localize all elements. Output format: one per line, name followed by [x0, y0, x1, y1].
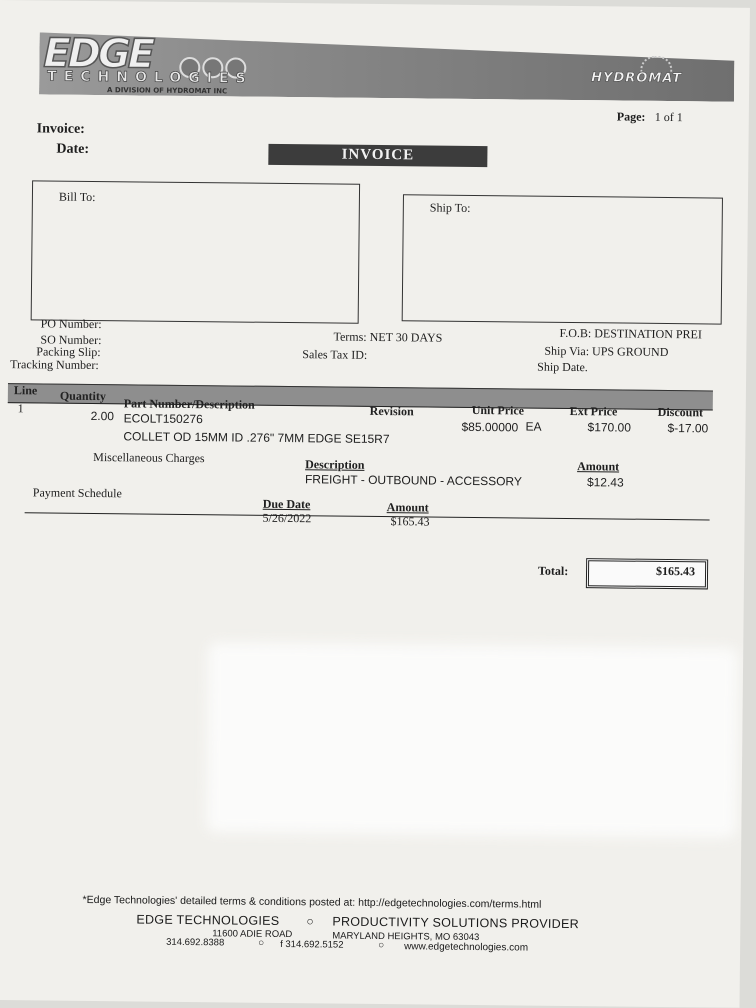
footer-bullet-1: ○	[306, 914, 314, 929]
footer-phone: 314.692.8388	[166, 936, 225, 949]
ship-to-label: Ship To:	[429, 200, 471, 215]
row-discount: $-17.00	[667, 421, 709, 436]
payment-amount-value: $165.43	[390, 514, 430, 529]
footer-website: www.edgetechnologies.com	[404, 941, 529, 954]
row-unit: EA	[525, 419, 542, 434]
misc-amount: $12.43	[586, 475, 624, 490]
col-header-part: Part Number/Description	[123, 396, 255, 412]
misc-description-header: Description	[305, 457, 365, 472]
invoice-title: INVOICE	[268, 144, 487, 167]
logo-subtitle: TECHNOLOGIES	[47, 68, 253, 87]
col-header-discount: Discount	[657, 404, 704, 420]
row-quantity: 2.00	[90, 408, 115, 424]
total-label: Total:	[537, 563, 569, 578]
sales-tax-label: Sales Tax ID:	[302, 347, 368, 362]
col-header-revision: Revision	[369, 403, 414, 419]
footer-fax: f 314.692.5152	[280, 938, 344, 951]
row-description: COLLET OD 15MM ID .276" 7MM EDGE SE15R7	[123, 429, 390, 447]
so-number-label: SO Number:	[40, 332, 102, 348]
terms-note: *Edge Technologies' detailed terms & conditions posted at: http://edgetechnologies.com/terms.html	[82, 893, 542, 911]
terms-label: Terms: NET 30 DAYS	[333, 329, 443, 345]
footer-bullet-2: ○	[258, 937, 265, 949]
logo-division: A DIVISION OF HYDROMAT INC	[107, 86, 228, 96]
tracking-number-label: Tracking Number:	[10, 357, 99, 373]
date-label: Date:	[56, 141, 90, 157]
footer-address-street: 11600 ADIE ROAD	[212, 928, 293, 941]
col-header-quantity: Quantity	[59, 388, 106, 404]
row-unit-price: $85.00000	[461, 419, 519, 435]
footer-tagline: PRODUCTIVITY SOLUTIONS PROVIDER	[332, 914, 580, 932]
row-part-number: ECOLT150276	[123, 411, 203, 427]
bill-to-label: Bill To:	[58, 189, 96, 205]
due-date-value: 5/26/2022	[262, 510, 312, 526]
logo-brand: EDGE	[43, 30, 153, 78]
footer-address-city: MARYLAND HEIGHTS, MO 63043	[332, 930, 480, 944]
due-date-header: Due Date	[262, 496, 311, 512]
footer-bullet-3: ○	[378, 940, 385, 952]
misc-amount-header: Amount	[577, 459, 620, 474]
ship-via-label: Ship Via: UPS GROUND	[544, 343, 669, 360]
col-header-ext-price: Ext Price	[569, 403, 618, 419]
partner-logo: HYDROMAT	[591, 70, 683, 87]
ship-date-label: Ship Date.	[537, 359, 588, 375]
section-divider	[25, 512, 710, 520]
misc-description: FREIGHT - OUTBOUND - ACCESSORY	[304, 472, 522, 489]
misc-charges-label: Miscellaneous Charges	[93, 450, 205, 466]
packing-slip-label: Packing Slip:	[36, 344, 101, 360]
col-header-line: Line	[13, 383, 38, 398]
payment-schedule-label: Payment Schedule	[32, 485, 122, 501]
col-header-unit-price: Unit Price	[471, 402, 525, 418]
row-line: 1	[17, 401, 24, 416]
page-label: Page:	[616, 109, 646, 124]
po-number-label: PO Number:	[40, 316, 102, 332]
fob-label: F.O.B: DESTINATION PREI	[559, 325, 703, 342]
payment-amount-header: Amount	[386, 500, 429, 515]
invoice-number-label: Invoice:	[36, 121, 85, 137]
row-ext-price: $170.00	[587, 420, 632, 435]
footer-company: EDGE TECHNOLOGIES	[136, 912, 280, 928]
page-value: 1 of 1	[654, 109, 683, 125]
redacted-area	[206, 642, 738, 838]
total-value: $165.43	[655, 563, 696, 579]
